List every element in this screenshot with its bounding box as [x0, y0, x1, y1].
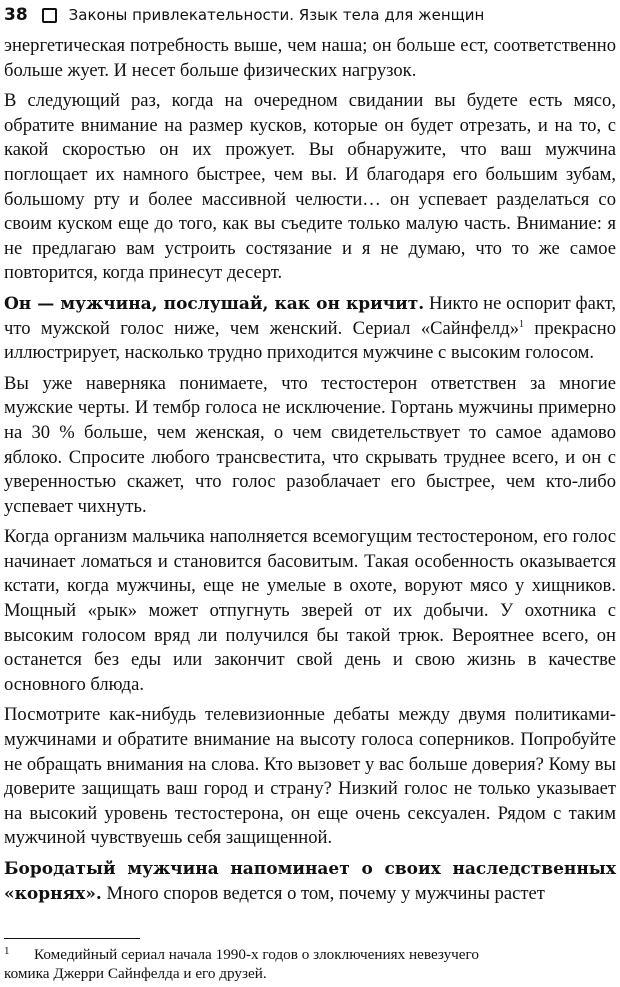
paragraph-4: Вы уже наверняка понимаете, что тестостерон ответствен за многие мужские черты. И тембр голоса не исключение. Гортань мужчины примерно на 30 % больше, чем женская, о чем свидетельствует то самое адамово яблоко. Спросите любого трансвестита, что скрывать труднее всего, и он с уверенностью скажет, что голос разоблачает его быстрее, чем кто-либо успевает чихнуть.	[4, 372, 616, 517]
paragraph-3-text-b: прекрасно иллюстрирует, насколько трудно приходится мужчине с высоким голосом.	[4, 317, 617, 364]
footnote-divider	[4, 938, 140, 939]
section-heading-beard: Бородатый мужчина напоминает о своих наследственных «корнях».	[4, 859, 616, 904]
paragraph-3-text-a: Никто не оспорит факт, что мужской голос ниже, чем женский. Сериал «Сайнфелд»	[4, 292, 616, 339]
footnote: 1 Комедийный сериал начала 1990-х годов о злоключениях невезучего комика Джерри Сайнфелда и его друзей.	[4, 945, 616, 983]
paragraph-7-text: Много споров ведется о том, почему у мужчины растет	[101, 882, 545, 904]
body-text	[4, 34, 616, 912]
page-header	[4, 2, 616, 28]
page-number: 38	[4, 5, 28, 25]
paragraph-6: Посмотрите как-нибудь телевизионные дебаты между двумя политиками-мужчинами и обратите внимание на высоту голоса соперников. Попробуйте не обращать внимания на слова. Кто вызовет у вас больше доверия? Кому вы доверите защищать ваш город и страну? Низкий голос не только указывает на высокий уровень тестостерона, он еще очень сексуален. Рядом с таким мужчиной чувствуешь себя защищенной.	[4, 704, 616, 849]
paragraph-1: энергетическая потребность выше, чем наша; он больше ест, соответственно больше жует. И несет больше физических нагрузок.	[4, 35, 616, 81]
paragraph-5: Когда организм мальчика наполняется всемогущим тестостероном, его голос начинает ломаться и становится басовитым. Такая особенность оказывается кстати, когда мужчины, еще не умелые в охоте, воруют мясо у хищников. Мощный «рык» может отпугнуть зверей от их добычи. У охотника с высоким голосом вряд ли получился бы такой трюк. Вероятнее всего, он останется без еды или закончит свой день и свою жизнь в качестве основного блюда.	[4, 526, 616, 695]
footnote-ref[interactable]: 1	[519, 318, 525, 330]
running-title: Законы привлекательности. Язык тела для женщин	[68, 6, 485, 24]
paragraph-7	[4, 857, 616, 906]
paragraph-2: В следующий раз, когда на очередном свидании вы будете есть мясо, обратите внимание на размер кусков, которые он будет отрезать, и на то, с какой скоростью он их прожует. Вы обнаружите, что ваш мужчина поглощает их намного быстрее, чем вы. И благодаря его большим зубам, большому рту и более массивной челюсти… он успевает разделаться со своим куском еще до того, как вы съедите только малую часть. Внимание: я не предлагаю вам устроить состязание и я не думаю, что то же самое повторится, когда принесут десерт.	[4, 90, 616, 284]
checkbox-square-icon	[42, 8, 57, 23]
section-heading-voice: Он — мужчина, послушай, как он кричит.	[4, 293, 425, 314]
footnote-line-2: комика Джерри Сайнфелда и его друзей.	[4, 965, 267, 982]
paragraph-3	[4, 292, 616, 366]
footnote-line-1: Комедийный сериал начала 1990-х годов о злоключениях невезучего	[34, 946, 479, 963]
